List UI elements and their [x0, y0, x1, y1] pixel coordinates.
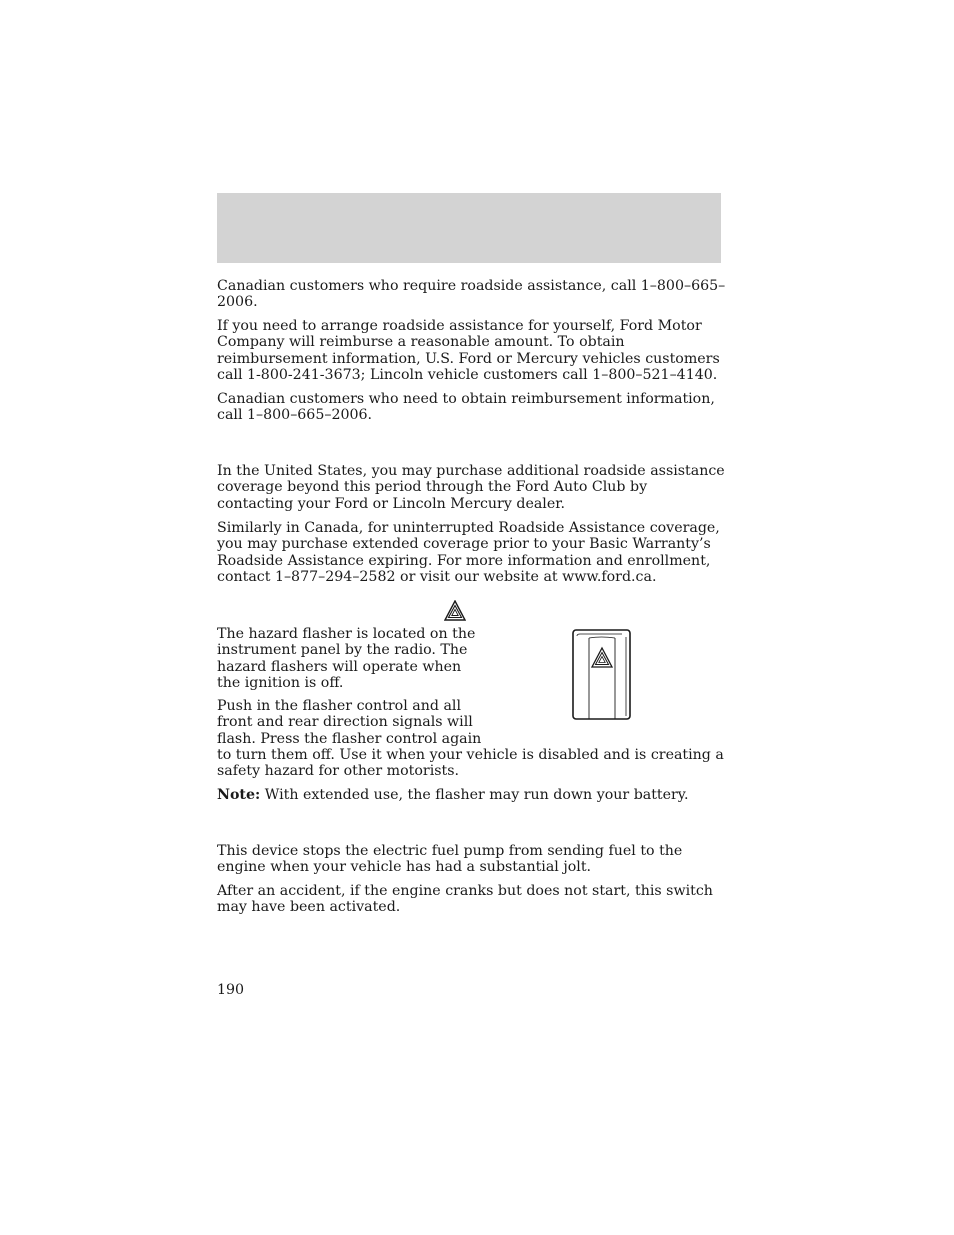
- hazard-p2-line: flash. Press the flasher control again: [217, 730, 482, 747]
- fuel-pump-paragraph-1: This device stops the electric fuel pump from sending fuel to the engine when your vehicle has had a substantial jolt.: [217, 843, 683, 876]
- hazard-p2-line: safety hazard for other motorists.: [217, 763, 459, 780]
- roadside-canada-call: Canadian customers who require roadside assistance, call 1–800–665–2006.: [217, 278, 726, 311]
- fuel-pump-paragraph-2: After an accident, if the engine cranks but does not start, this switch may have been activated.: [217, 883, 713, 916]
- hazard-p2-line: Push in the flasher control and all: [217, 698, 461, 714]
- roadside-canada-reimbursement: Canadian customers who need to obtain reimbursement information, call 1–800–665–2006.: [217, 391, 715, 424]
- hazard-p2-line: front and rear direction signals will: [217, 714, 473, 731]
- page-number: 190: [217, 982, 245, 998]
- hazard-note: [217, 787, 727, 803]
- roadside-reimbursement: If you need to arrange roadside assistance for yourself, Ford Motor Company will reimburse a reasonable amount. To obtain reimbursement information, U.S. Ford or Mercury vehicles customers call 1-800-241-3673; Lincoln vehicle customers call 1–800–521–4140.: [217, 318, 720, 383]
- note-text: With extended use, the flasher may run down your battery.: [260, 787, 689, 803]
- hazard-p1-line: hazard flashers will operate when: [217, 658, 462, 675]
- coverage-us-text: In the United States, you may purchase additional roadside assistance coverage beyond this period through the Ford Auto Club by contacting your Ford or Lincoln Mercury dealer.: [217, 463, 725, 512]
- hazard-paragraph-2: [217, 698, 732, 779]
- coverage-canada-text: Similarly in Canada, for uninterrupted Roadside Assistance coverage, you may purchase extended coverage prior to your Basic Warranty’s Roadside Assistance expiring. For more information and enrollment, contact 1–877–294–2582 or visit our website at www.ford.ca.: [217, 520, 720, 585]
- hazard-p1-line: the ignition is off.: [217, 674, 344, 691]
- hazard-p1-line: The hazard flasher is located on the: [217, 626, 476, 642]
- hazard-paragraph-1: [217, 626, 477, 691]
- hazard-switch-illustration: [571, 628, 633, 723]
- hazard-triangle-icon: [444, 600, 466, 621]
- hazard-p1-line: instrument panel by the radio. The: [217, 642, 468, 659]
- note-label: Note:: [217, 787, 261, 803]
- section-header-bar: [217, 193, 721, 263]
- hazard-p2-line: to turn them off. Use it when your vehicle is disabled and is creating a: [217, 746, 724, 763]
